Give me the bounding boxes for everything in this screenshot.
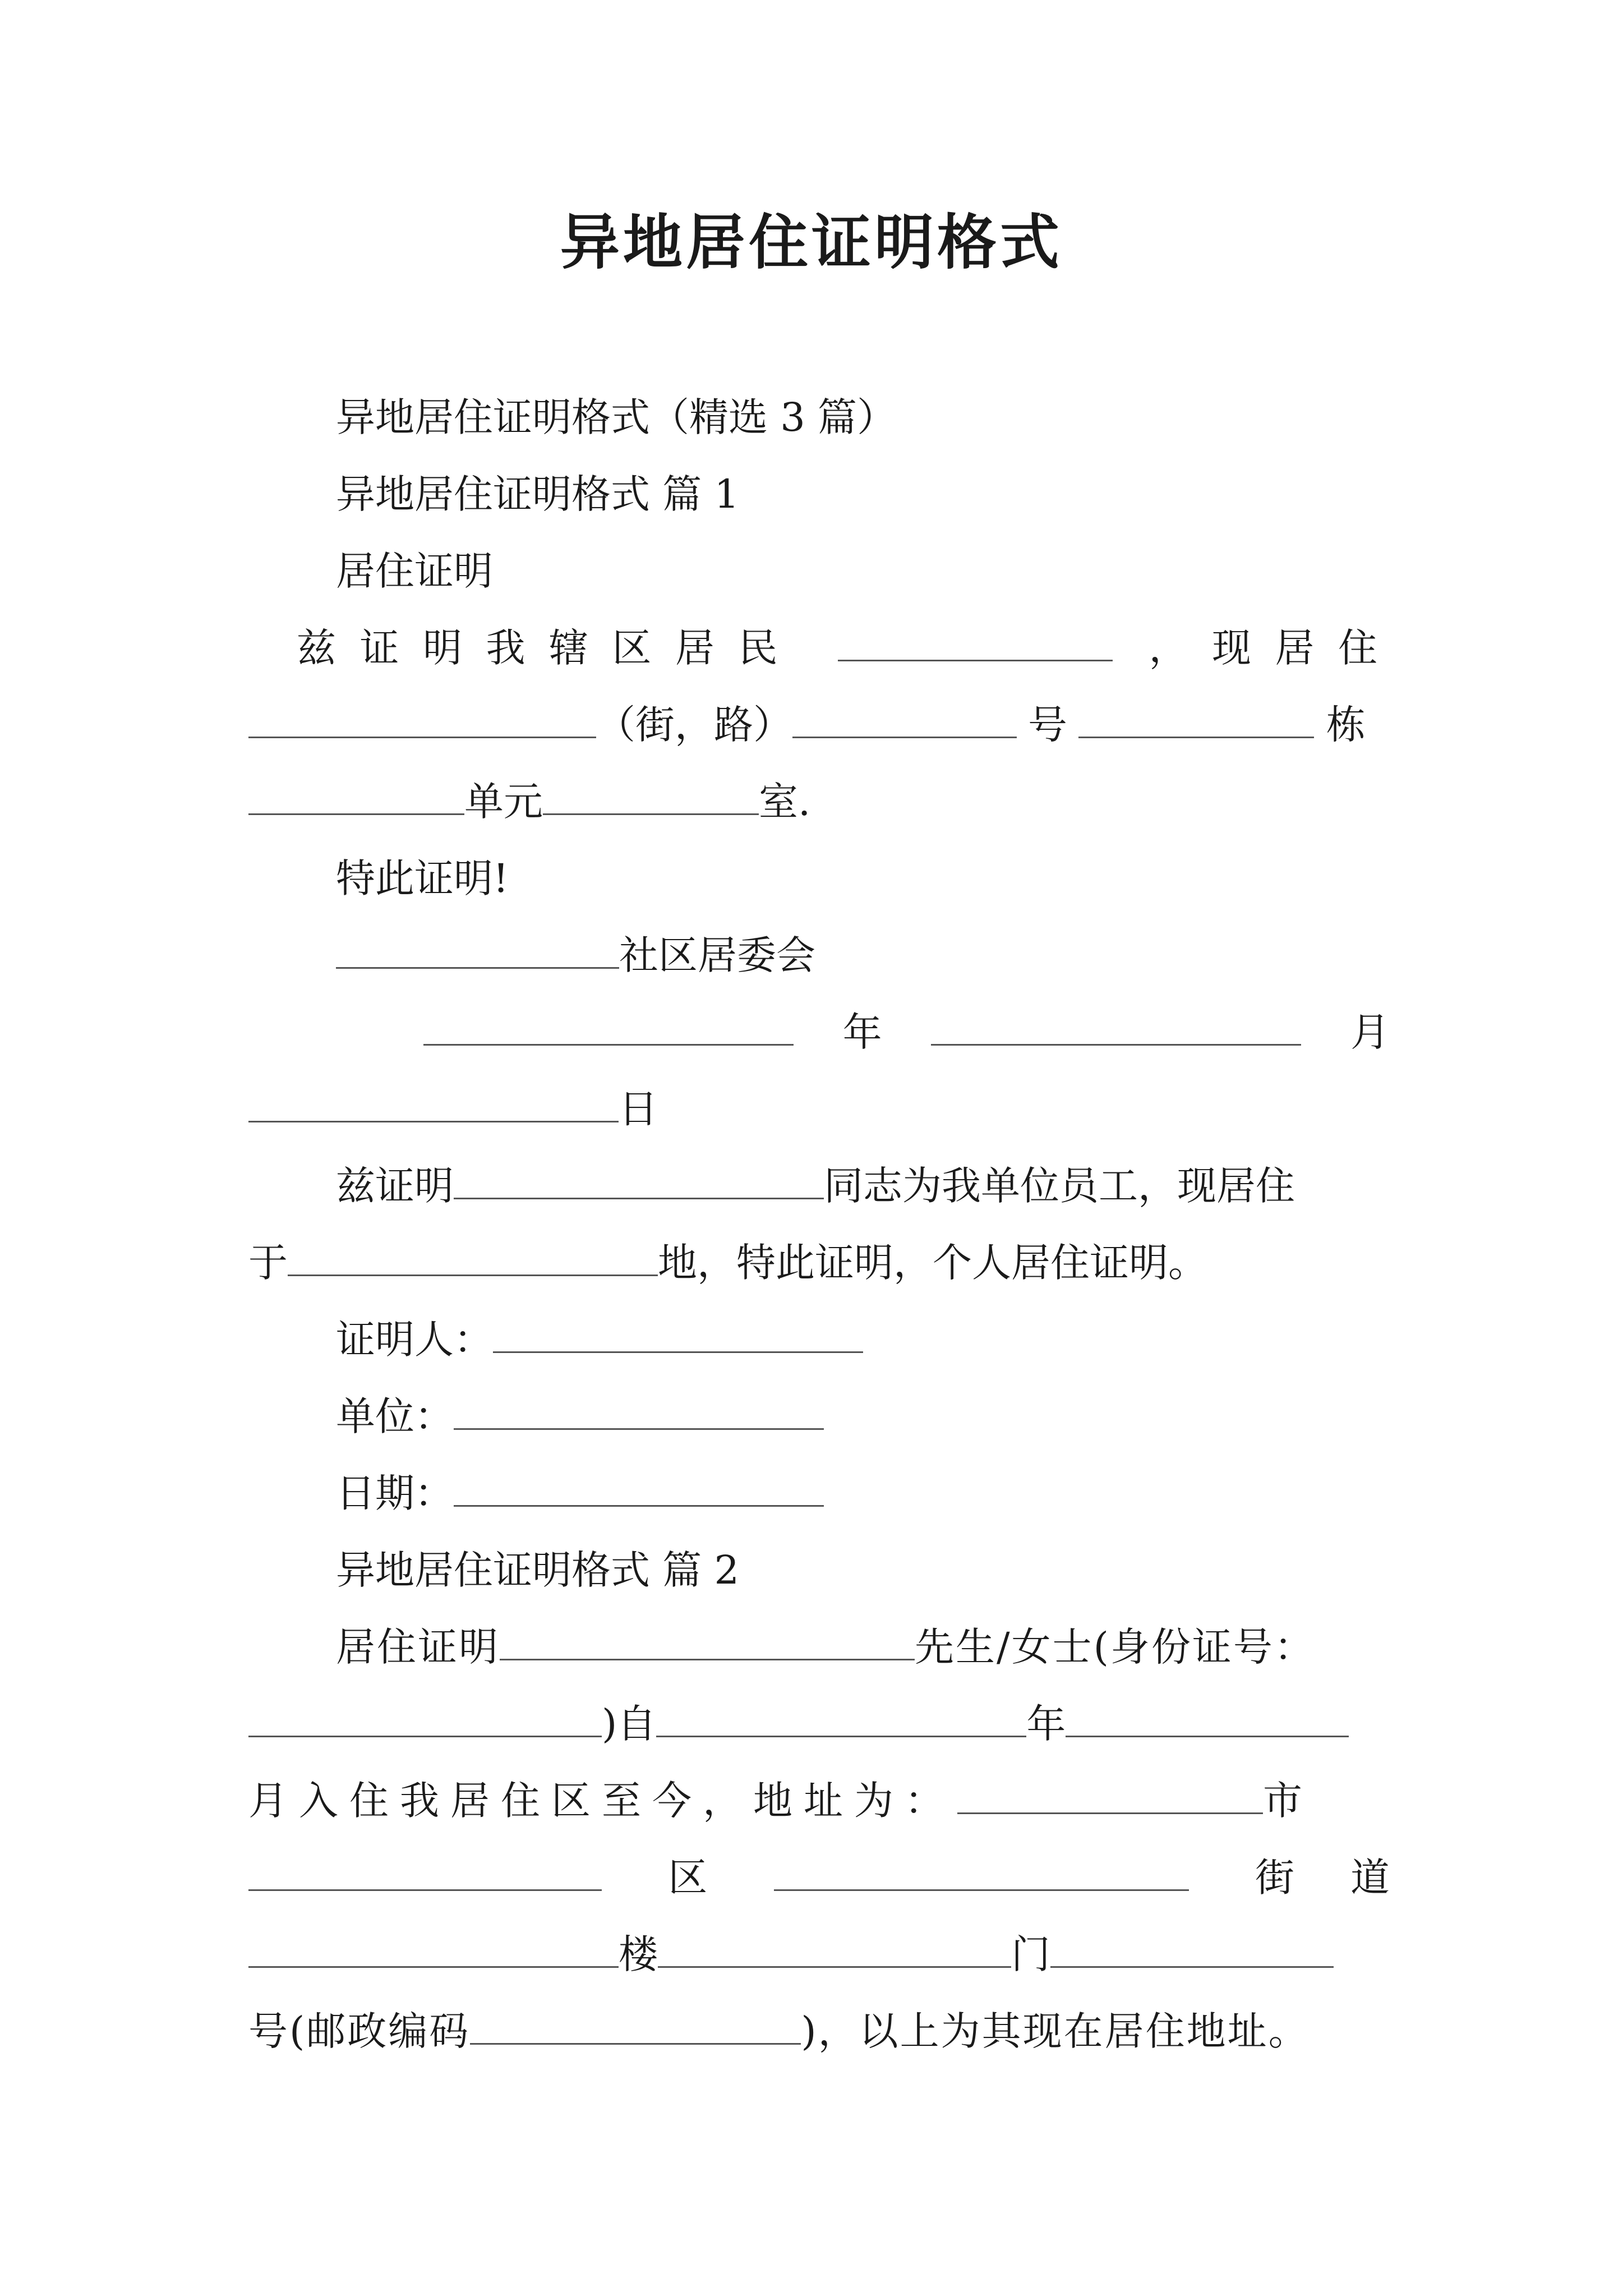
certificate-paragraph-line-6 xyxy=(248,1993,1390,2070)
committee-blank xyxy=(336,928,619,969)
date-line xyxy=(248,994,1390,1071)
start-month-blank xyxy=(1066,1696,1349,1737)
room-number-blank xyxy=(1050,1927,1334,1968)
unit-line xyxy=(248,1378,1390,1455)
street-blank xyxy=(248,697,596,738)
section-2-heading: 异地居住证明格式 篇 2 xyxy=(336,1547,740,1593)
intro-line: 异地居住证明格式（精选 3 篇） xyxy=(336,394,897,440)
employee-name-blank xyxy=(454,1158,824,1199)
section-1-subtitle: 居住证明 xyxy=(336,548,493,594)
text-fragment: 证明人： xyxy=(336,1317,493,1363)
text-fragment: 年 xyxy=(1026,1701,1066,1747)
text-fragment: 单元 xyxy=(464,779,543,825)
certificate-paragraph-line-3 xyxy=(248,1763,1390,1839)
employee-paragraph-line-2 xyxy=(248,1225,1390,1301)
text-fragment: 室. xyxy=(759,779,811,825)
street-name-blank xyxy=(774,1850,1189,1891)
document-body xyxy=(248,379,1446,2070)
text-fragment: 号 xyxy=(1028,702,1067,748)
text-fragment: 街道 xyxy=(1255,1855,1446,1901)
witness-line xyxy=(248,1301,1390,1378)
committee-line xyxy=(248,917,1390,994)
text-fragment: 门 xyxy=(1011,1931,1050,1977)
text-fragment: 市 xyxy=(1263,1778,1302,1824)
text-fragment: )，以上为其现在居住地址。 xyxy=(801,2008,1310,2054)
text-fragment: 日期： xyxy=(336,1470,454,1516)
text-fragment: 地，特此证明，个人居住证明。 xyxy=(658,1240,1207,1286)
text-fragment: （街，路） xyxy=(596,702,792,748)
text-fragment: 先生/女士(身份证号： xyxy=(915,1624,1315,1670)
text-fragment: 社区居委会 xyxy=(619,932,815,978)
date-blank xyxy=(454,1466,824,1507)
city-blank xyxy=(957,1773,1263,1814)
employee-paragraph-line-1 xyxy=(248,1148,1390,1225)
certificate-paragraph-line-2 xyxy=(248,1686,1390,1763)
text-fragment: 兹证明 xyxy=(336,1163,454,1209)
text-fragment: 号(邮政编码 xyxy=(248,2008,471,2054)
special-note: 特此证明! xyxy=(336,855,509,901)
unit-name-blank xyxy=(454,1389,824,1430)
witness-blank xyxy=(493,1312,863,1353)
room-blank xyxy=(543,774,759,815)
location-blank xyxy=(288,1235,658,1276)
text-fragment: 于 xyxy=(248,1240,288,1286)
text-fragment: 月 xyxy=(1350,1009,1390,1055)
text-fragment: 楼 xyxy=(619,1931,658,1977)
day-blank xyxy=(248,1082,619,1122)
building-blank xyxy=(1078,697,1314,738)
text-fragment: )自 xyxy=(602,1701,657,1747)
district-blank xyxy=(248,1850,602,1891)
date-field-line xyxy=(248,1455,1390,1532)
day-line xyxy=(248,1071,1390,1148)
text-fragment: 单位： xyxy=(336,1393,454,1439)
text-fragment: 区 xyxy=(668,1855,708,1901)
document-title: 异地居住证明格式 xyxy=(560,208,1063,277)
unit-blank xyxy=(248,774,464,815)
resident-name-blank xyxy=(838,620,1113,661)
text-fragment: ，现居住 xyxy=(1149,625,1390,671)
postal-code-blank xyxy=(470,2004,801,2045)
door-blank xyxy=(658,1927,1011,1968)
certificate-paragraph-line-4 xyxy=(248,1839,1446,1916)
number-blank xyxy=(792,697,1017,738)
section-1-heading: 异地居住证明格式 篇 1 xyxy=(336,471,740,517)
text-fragment: 年 xyxy=(842,1009,882,1055)
text-fragment: 月入住我居住区至今，地址为： xyxy=(248,1778,955,1824)
text-fragment: 日 xyxy=(619,1086,658,1132)
start-year-blank xyxy=(656,1696,1026,1737)
id-number-blank xyxy=(248,1696,602,1737)
text-fragment: 居住证明 xyxy=(336,1624,500,1670)
certificate-paragraph-line-1 xyxy=(248,1609,1390,1686)
residence-paragraph-line-1 xyxy=(248,610,1390,687)
person-name-blank xyxy=(500,1619,915,1660)
residence-paragraph-line-3 xyxy=(248,763,1390,840)
text-fragment: 栋 xyxy=(1326,702,1366,748)
certificate-paragraph-line-5 xyxy=(248,1916,1390,1993)
residence-paragraph-line-2 xyxy=(248,687,1390,763)
building-number-blank xyxy=(248,1927,619,1968)
year-blank xyxy=(423,1005,794,1046)
text-fragment: 兹证明我辖区居民 xyxy=(297,625,801,671)
month-blank xyxy=(931,1005,1301,1046)
text-fragment: 同志为我单位员工，现居住 xyxy=(824,1163,1295,1209)
